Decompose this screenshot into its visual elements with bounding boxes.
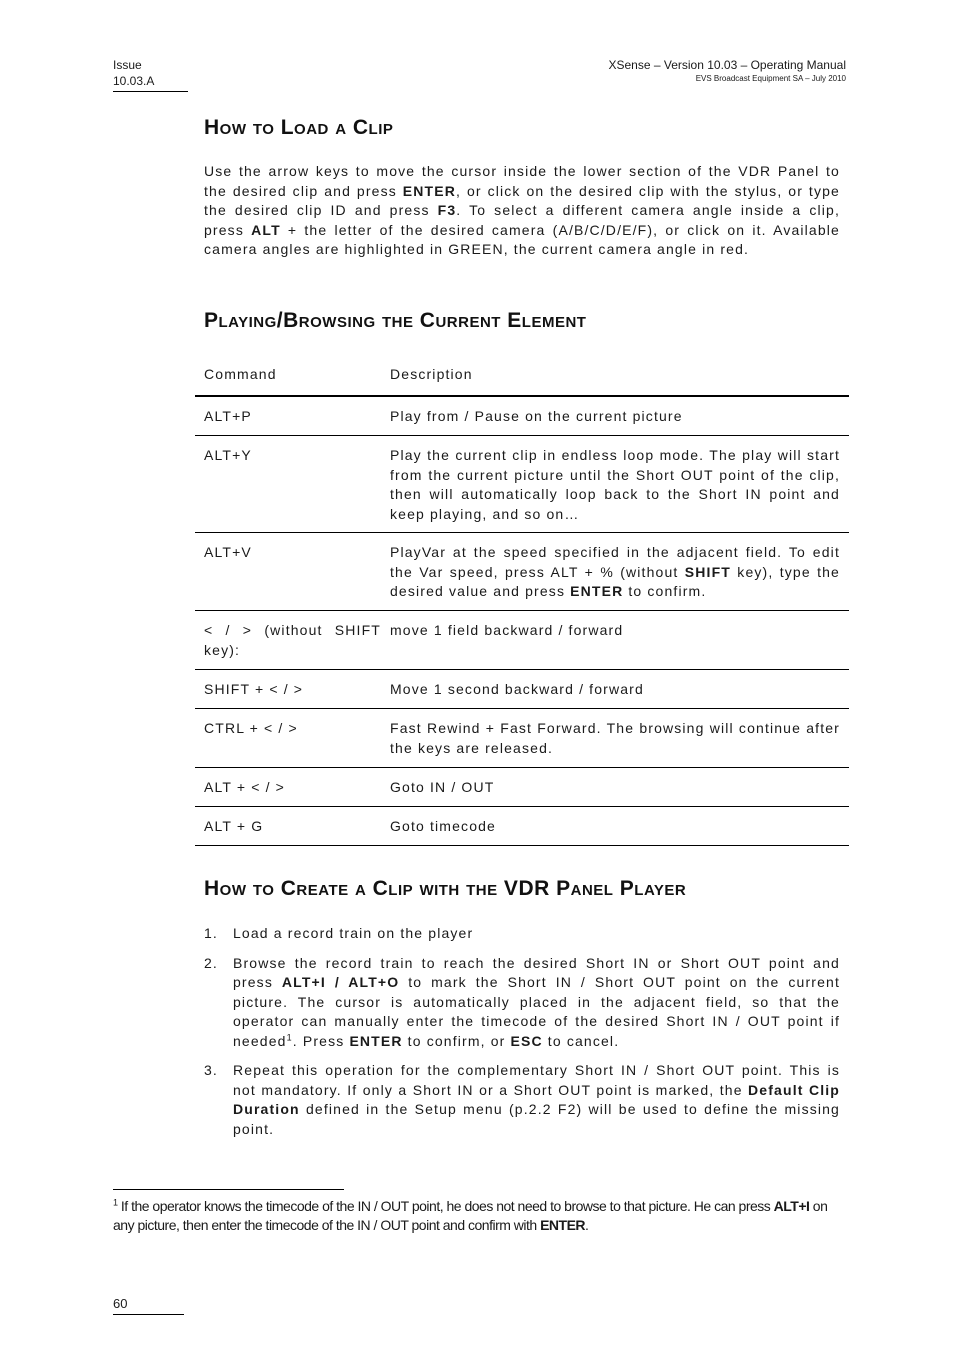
text-run: to confirm, or <box>402 1032 511 1049</box>
text-run: . <box>585 1217 589 1233</box>
key-f3: F3 <box>437 202 457 218</box>
table-header-row <box>195 360 849 397</box>
table-row <box>195 807 849 846</box>
key-enter: ENTER <box>402 182 456 199</box>
text-run: . To select a different camera angle inside a clip, press <box>204 202 840 238</box>
page-number: 60 <box>113 1296 184 1315</box>
table-row <box>195 397 849 436</box>
cell-command: SHIFT + < / > <box>204 681 304 697</box>
cell-command: < / > (without SHIFT key): <box>204 622 381 658</box>
company-line: EVS Broadcast Equipment SA – July 2010 <box>695 74 846 83</box>
header-command: Command <box>204 366 277 382</box>
document-title: XSense – Version 10.03 – Operating Manual <box>608 58 846 72</box>
text-run: on any picture, then enter the timecode of the IN / OUT point and confirm with <box>113 1198 828 1233</box>
table-row <box>195 709 849 768</box>
header-description: Description <box>390 366 473 382</box>
list-item <box>204 924 840 944</box>
cell-command: ALT+P <box>204 408 252 424</box>
list-item <box>204 1061 840 1139</box>
footnote <box>113 1197 843 1235</box>
text-run: If the operator knows the timecode of the IN / OUT point, he does not need to browse to that picture. He can press <box>117 1198 774 1214</box>
table-row <box>195 670 849 709</box>
steps-list <box>204 924 840 1149</box>
step-number: 3. <box>204 1062 218 1078</box>
text-run: to mark the Short IN / Short OUT point on the current picture. The cursor is automatically placed in the adjacent field, so that the operator can manually enter the timecode of the desired Short IN / OUT point if needed <box>233 974 840 1049</box>
load-clip-paragraph <box>204 162 840 260</box>
text-run: defined in the Setup menu (p.2.2 F2) will be used to define the missing point. <box>233 1101 840 1137</box>
text-run: Use the arrow keys to move the cursor inside the lower section of the VDR Panel to the desired clip and press <box>204 163 840 199</box>
cell-command: ALT+V <box>204 544 252 560</box>
text-run: Repeat this operation for the complementary Short IN / Short OUT point. This is not mandatory. If only a Short IN or a Short OUT point is marked, the <box>233 1062 840 1098</box>
key-esc: ESC <box>510 1032 543 1049</box>
step-number: 1. <box>204 925 218 941</box>
table-row <box>195 768 849 807</box>
cell-description: move 1 field backward / forward <box>390 622 624 638</box>
cell-command: ALT+Y <box>204 447 252 463</box>
issue-block <box>113 57 188 92</box>
cell-command: ALT + < / > <box>204 779 286 795</box>
list-item <box>204 954 840 1052</box>
command-table <box>195 360 849 846</box>
cell-description: Play the current clip in endless loop mode. The play will start from the current picture until the Short OUT point of the clip, then will automatically loop back to the Short IN point and keep playing, and so on… <box>390 447 840 522</box>
text-run: to cancel. <box>542 1032 620 1049</box>
text-run: + the letter of the desired camera (A/B/C/D/E/F), or click on it. Available camera angles are highlighted in GREEN, the current camera angle in red. <box>204 221 840 257</box>
key-enter: ENTER <box>540 1217 586 1233</box>
default-clip-duration-term: Default Clip Duration <box>233 1081 840 1117</box>
cell-description: Fast Rewind + Fast Forward. The browsing will continue after the keys are released. <box>390 720 840 756</box>
text-run: to confirm. <box>623 583 707 599</box>
key-alt: ALT <box>251 221 281 238</box>
cell-description: Goto timecode <box>390 818 496 834</box>
table-row <box>195 533 849 611</box>
key-shift: SHIFT <box>684 563 731 580</box>
table-row <box>195 611 849 670</box>
cell-description: Play from / Pause on the current picture <box>390 408 683 424</box>
issue-label: Issue <box>113 58 142 72</box>
cell-command: CTRL + < / > <box>204 720 298 736</box>
key-alt-i: ALT+I <box>773 1198 810 1214</box>
heading-load-clip: How to Load a Clip <box>204 116 394 139</box>
key-enter: ENTER <box>349 1032 403 1049</box>
heading-create-clip: How to Create a Clip with the VDR Panel Player <box>204 877 687 900</box>
footnote-separator <box>113 1189 344 1190</box>
cell-description <box>381 533 840 610</box>
header-title-block <box>609 58 847 84</box>
text-run: key), type the desired value and press <box>390 563 840 599</box>
footnote-mark: 1 <box>113 1197 118 1208</box>
cell-command: ALT + G <box>204 818 264 834</box>
issue-number: 10.03.A <box>113 74 155 88</box>
key-alt-i-o: ALT+I / ALT+O <box>281 974 400 990</box>
footnote-reference: 1 <box>286 1031 293 1042</box>
text-run: , or click on the desired clip with the stylus, or type the desired clip ID and press <box>204 182 840 218</box>
key-enter: ENTER <box>570 583 624 599</box>
step-number: 2. <box>204 954 218 971</box>
text-run: Browse the record train to reach the desired Short IN or Short OUT point and press <box>233 954 840 990</box>
step-text: Load a record train on the player <box>233 925 474 941</box>
text-run: . Press <box>292 1032 350 1049</box>
cell-description: Goto IN / OUT <box>390 779 495 795</box>
heading-playing-browsing: Playing/Browsing the Current Element <box>204 309 587 332</box>
table-row <box>195 436 849 533</box>
cell-description: Move 1 second backward / forward <box>390 681 644 697</box>
text-run: PlayVar at the speed specified in the adjacent field. To edit the Var speed, press ALT + % (without <box>390 544 840 580</box>
